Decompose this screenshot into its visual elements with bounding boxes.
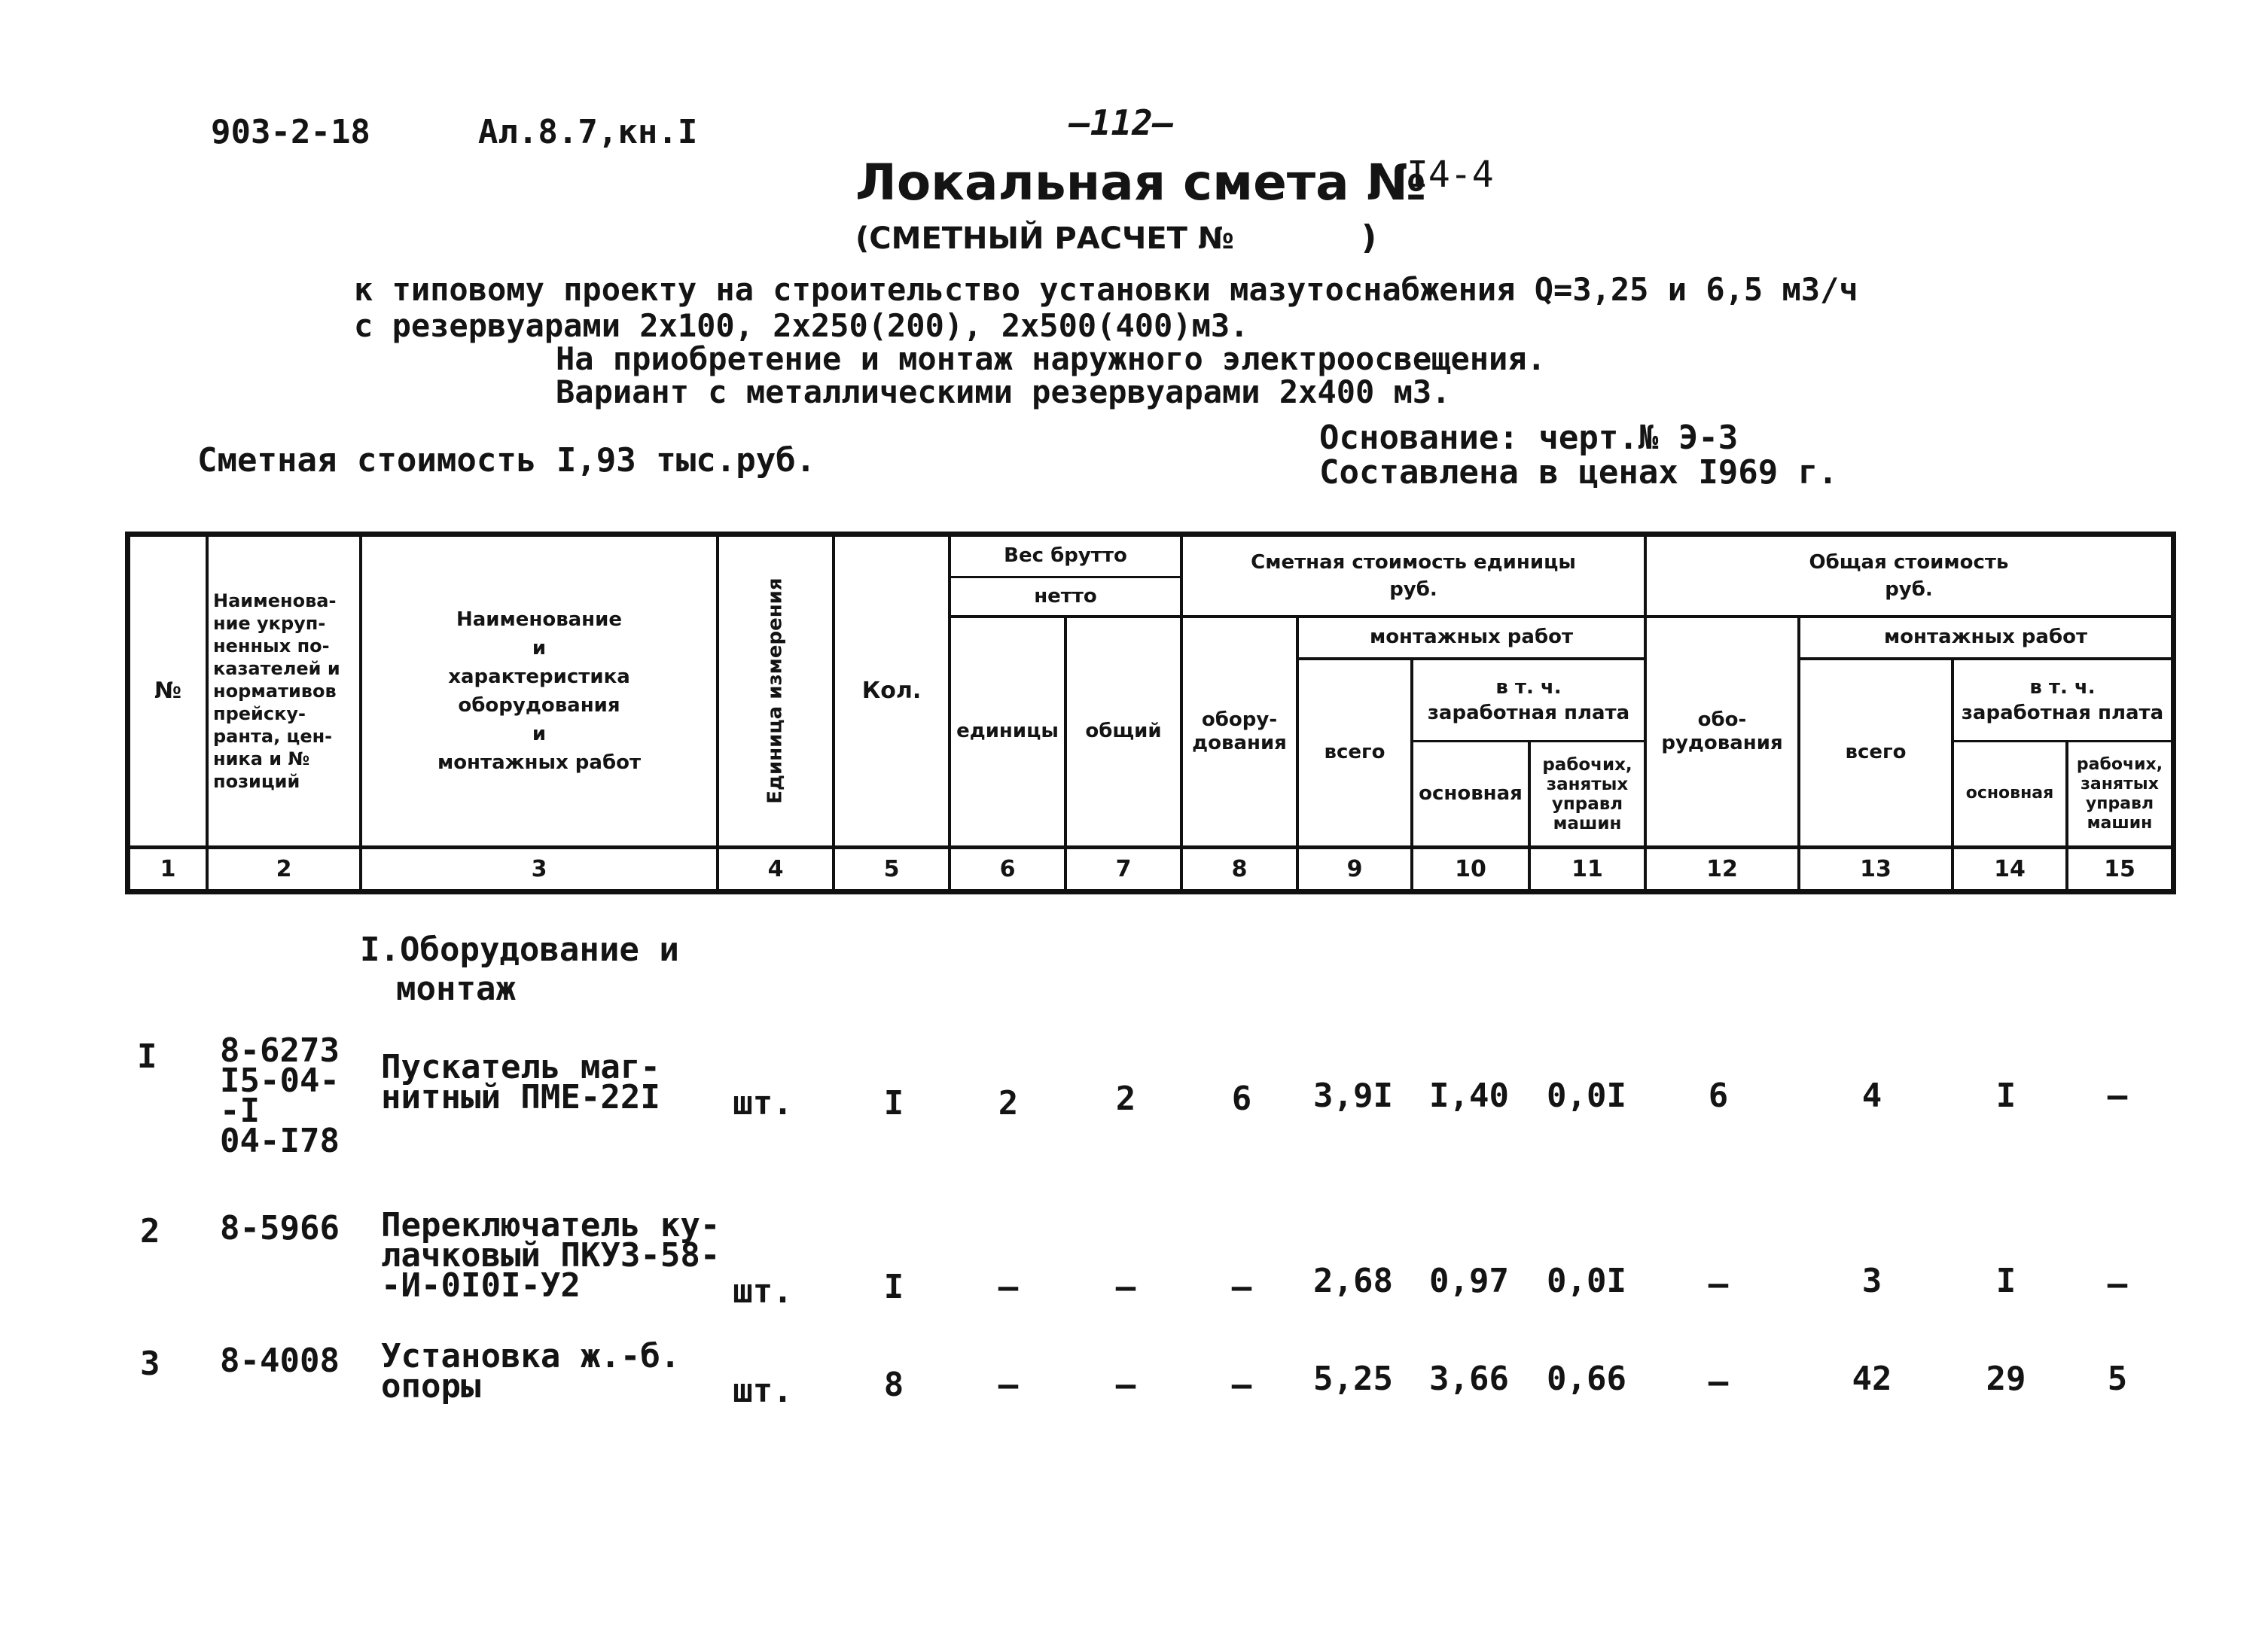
prices-year: Составлена в ценах I969 г.	[1319, 453, 1838, 492]
row-total-workers: –	[2107, 1077, 2128, 1115]
total-workers-header: рабочих, занятых управл машин	[2076, 754, 2163, 833]
document-code	[211, 113, 697, 151]
estimate-number: I4-4	[1407, 154, 1494, 196]
col-num: 11	[1571, 855, 1603, 882]
row-qty: I	[883, 1084, 904, 1123]
row-total-equipment: –	[1708, 1265, 1729, 1303]
row-weight-unit: –	[998, 1268, 1019, 1306]
col-num: 12	[1706, 855, 1738, 882]
row-code: 8-6273 I5-04- -I 04-I78	[220, 1031, 340, 1160]
row-mount-total: 3,9I	[1313, 1077, 1393, 1115]
weight-group-header: Вес брутто	[1004, 544, 1127, 568]
row-unit: шт.	[733, 1372, 793, 1410]
unit-total-header: всего	[1324, 741, 1385, 764]
row-mount-total: 5,25	[1313, 1360, 1393, 1398]
col-num: 8	[1231, 855, 1248, 882]
row-number: 2	[140, 1212, 160, 1251]
page-subtitle: (СМЕТНЫЙ РАСЧЕТ №	[855, 221, 1234, 256]
row-total-equipment: –	[1708, 1363, 1729, 1401]
total-cost-group-header: Общая стоимость руб.	[1809, 551, 2009, 601]
row-unit: шт.	[733, 1084, 793, 1123]
unit-cost-group-header: Сметная стоимость единицы руб.	[1251, 551, 1576, 601]
row-total-workers: 5	[2107, 1360, 2128, 1398]
row-code: 8-5966	[220, 1209, 340, 1247]
row-weight-unit: 2	[998, 1084, 1019, 1123]
col-num: 7	[1115, 855, 1132, 882]
total-equipment-header: обо- рудования	[1661, 708, 1783, 754]
description-line-2: с резервуарами 2х100, 2х250(200), 2х500(400)м3.	[354, 307, 1249, 344]
col-num: 10	[1455, 855, 1486, 882]
row-name: Переключатель ку- лачковый ПКУЗ-58- -И-0I0I-У2	[381, 1206, 721, 1305]
row-total-basic: 29	[1986, 1360, 2026, 1398]
row-total-basic: I	[1995, 1077, 2017, 1115]
total-salary-header: в т. ч. заработная плата	[1961, 676, 2164, 724]
weight-unit-header: единицы	[956, 720, 1059, 743]
col-num: 2	[276, 855, 292, 882]
row-equipment: –	[1231, 1268, 1252, 1306]
unit-salary-header: в т. ч. заработная плата	[1427, 676, 1630, 724]
total-mounting-header: монтажных работ	[1883, 626, 2088, 649]
section-title: I.Оборудование и монтаж	[360, 931, 679, 1008]
row-weight-total: 2	[1115, 1080, 1136, 1118]
row-weight-total: –	[1115, 1366, 1136, 1404]
row-workers: 0,66	[1547, 1360, 1626, 1398]
row-basic: I,40	[1429, 1077, 1509, 1115]
row-name: Пускатель маг- нитный ПМЕ-22I	[381, 1048, 660, 1116]
doc-code: 903-2-18	[211, 113, 370, 151]
col-number-header: №	[154, 678, 182, 704]
total-total-header: всего	[1845, 741, 1907, 764]
basis: Основание: черт.№ Э-3	[1319, 419, 1739, 457]
row-workers: 0,0I	[1547, 1262, 1626, 1300]
row-mount-total: 2,68	[1313, 1262, 1393, 1300]
col-name-header: Наименование и характеристика оборудования и монтажных работ	[437, 608, 642, 774]
col-num: 5	[883, 855, 900, 882]
row-weight-unit: –	[998, 1366, 1019, 1404]
col-num: 3	[531, 855, 547, 882]
row-qty: I	[883, 1268, 904, 1306]
row-total-mount: 42	[1852, 1360, 1892, 1398]
album-ref: Ал.8.7,кн.I	[477, 113, 698, 151]
col-code-header: Наименова- ние укруп- ненных по- казателей и нормативов прейску- ранта, цен- ника и № позиций	[213, 590, 340, 792]
row-equipment: 6	[1231, 1080, 1252, 1118]
unit-basic-header: основная	[1419, 781, 1523, 805]
page-title: Локальная смета №	[855, 154, 1427, 212]
col-num: 15	[2104, 855, 2135, 882]
col-num: 13	[1860, 855, 1892, 882]
row-total-mount: 4	[1861, 1077, 1882, 1115]
row-total-mount: 3	[1861, 1262, 1882, 1300]
row-weight-total: –	[1115, 1268, 1136, 1306]
row-equipment: –	[1231, 1366, 1252, 1404]
row-total-basic: I	[1995, 1262, 2017, 1300]
weight-total-header: общий	[1085, 720, 1162, 743]
col-num: 14	[1994, 855, 2026, 882]
row-qty: 8	[883, 1366, 904, 1404]
row-basic: 3,66	[1429, 1360, 1509, 1398]
col-num: 4	[767, 855, 784, 882]
row-total-equipment: 6	[1708, 1077, 1729, 1115]
subtitle-close: )	[1361, 218, 1377, 257]
description-line-4: Вариант с металлическими резервуарами 2х400 м3.	[556, 373, 1451, 410]
row-total-workers: –	[2107, 1265, 2128, 1303]
col-num: 6	[999, 855, 1016, 882]
description-line-3: На приобретение и монтаж наружного электроосвещения.	[556, 340, 1546, 377]
row-basic: 0,97	[1429, 1262, 1509, 1300]
col-qty-header: Кол.	[861, 678, 922, 704]
page-number: —112—	[1069, 102, 1174, 143]
col-num: 9	[1346, 855, 1363, 882]
description-line-1: к типовому проекту на строительство установки мазутоснабжения Q=3,25 и 6,5 м3/ч	[354, 271, 1858, 308]
row-workers: 0,0I	[1547, 1077, 1626, 1115]
weight-netto-header: нетто	[1034, 584, 1097, 608]
row-code: 8-4008	[220, 1342, 340, 1380]
row-name: Установка ж.-б. опоры	[381, 1337, 681, 1406]
row-number: 3	[140, 1345, 160, 1383]
total-basic-header: основная	[1965, 784, 2054, 803]
unit-workers-header: рабочих, занятых управл машин	[1542, 754, 1632, 833]
row-unit: шт.	[733, 1272, 793, 1311]
unit-equipment-header: обору- дования	[1192, 708, 1287, 754]
col-unit-header: Единица измерения	[764, 577, 787, 805]
col-num: 1	[160, 855, 176, 882]
row-number: I	[137, 1037, 157, 1076]
estimated-cost: Сметная стоимость I,93 тыс.руб.	[197, 441, 816, 480]
unit-mounting-header: монтажных работ	[1369, 626, 1574, 649]
estimate-table-header	[125, 532, 2176, 894]
